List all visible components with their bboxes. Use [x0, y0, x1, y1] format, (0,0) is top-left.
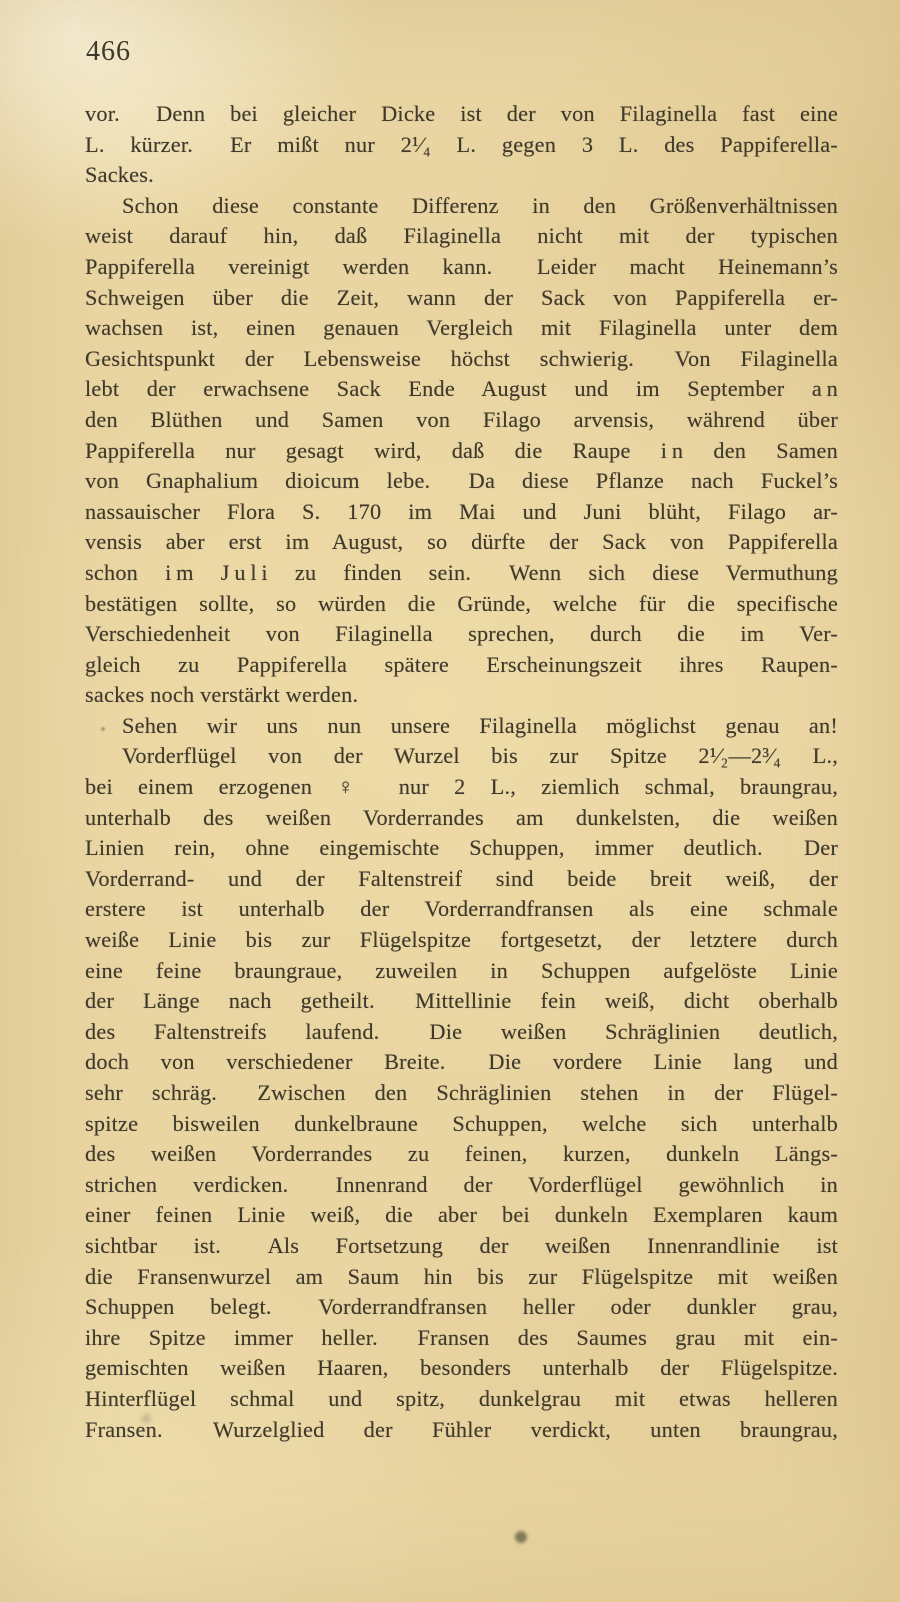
text-line: des Faltenstreifs laufend. Die weißen Schräglinien deutlich,: [85, 1018, 838, 1044]
text-line: den Blüthen und Samen von Filago arvensis, während über: [85, 406, 838, 432]
text-line: weiße Linie bis zur Flügelspitze fortgesetzt, der letztere durch: [85, 927, 838, 953]
text-line: gleich zu Pappiferella spätere Erscheinungszeit ihres Raupen-: [85, 651, 838, 677]
text-line: Fransen. Wurzelglied der Fühler verdickt, unten braungrau,: [85, 1416, 838, 1442]
text-line: vensis aber erst im August, so dürfte der Sack von Pappiferella: [85, 529, 838, 555]
text-line: ihre Spitze immer heller. Fransen des Saumes grau mit ein-: [85, 1324, 838, 1350]
text-line: von Gnaphalium dioicum lebe. Da diese Pflanze nach Fuckel’s: [85, 468, 838, 494]
paragraph: [85, 741, 838, 1445]
text-line: eine feine braungraue, zuweilen in Schuppen aufgelöste Linie: [85, 957, 838, 983]
text-line: des weißen Vorderrandes zu feinen, kurzen, dunkeln Längs-: [85, 1141, 838, 1167]
ink-spot: [515, 1531, 527, 1543]
text-line: der Länge nach getheilt. Mittellinie fein weiß, dicht oberhalb: [85, 988, 838, 1014]
text-line: Pappiferella nur gesagt wird, daß die Raupe i n den Samen: [85, 437, 838, 463]
small-speck: [101, 727, 105, 731]
text-line: nassauischer Flora S. 170 im Mai und Juni blüht, Filago ar-: [85, 498, 838, 524]
text-line: wachsen ist, einen genauen Vergleich mit Filaginella unter dem: [85, 315, 838, 341]
text-line: erstere ist unterhalb der Vorderrandfransen als eine schmale: [85, 896, 838, 922]
text-line: Pappiferella vereinigt werden kann. Leider macht Heinemann’s: [85, 253, 838, 279]
text-line: Hinterflügel schmal und spitz, dunkelgrau mit etwas helleren: [85, 1385, 838, 1411]
text-line: sehr schräg. Zwischen den Schräglinien stehen in der Flügel-: [85, 1080, 838, 1105]
text-line: gemischten weißen Haaren, besonders unterhalb der Flügelspitze.: [85, 1355, 838, 1381]
text-line: Gesichtspunkt der Lebensweise höchst schwierig. Von Filaginella: [85, 345, 838, 371]
text-line: sackes noch verstärkt werden.: [85, 682, 359, 708]
text-line: schon i m J u l i zu finden sein. Wenn sich diese Vermuthung: [85, 559, 838, 585]
paragraph: [85, 191, 838, 711]
text-line: einer feinen Linie weiß, die aber bei dunkeln Exemplaren kaum: [85, 1202, 838, 1228]
text-line: die Fransenwurzel am Saum hin bis zur Flügelspitze mit weißen: [85, 1263, 838, 1289]
text-line: strichen verdicken. Innenrand der Vorderflügel gewöhnlich in: [85, 1171, 838, 1197]
text-line: Verschiedenheit von Filaginella sprechen, durch die im Ver-: [85, 621, 838, 647]
text-line: doch von verschiedener Breite. Die vordere Linie lang und: [85, 1049, 838, 1075]
text-line: Linien rein, ohne eingemischte Schuppen, immer deutlich. Der: [85, 835, 838, 861]
text-line: unterhalb des weißen Vorderrandes am dunkelsten, die weißen: [85, 804, 838, 830]
text-line: Sackes.: [85, 162, 154, 188]
text-line: lebt der erwachsene Sack Ende August und im September a n: [85, 376, 838, 402]
text-line: Sehen wir uns nun unsere Filaginella möglichst genau an!: [122, 712, 838, 738]
text-line: Vorderflügel von der Wurzel bis zur Spitze 2¹⁄₂—2³⁄₄ L.,: [122, 743, 838, 769]
text-line: vor. Denn bei gleicher Dicke ist der von Filaginella fast eine: [85, 101, 838, 126]
paragraph: [85, 99, 838, 191]
text-line: Schuppen belegt. Vorderrandfransen heller oder dunkler grau,: [85, 1294, 838, 1320]
text-line: bei einem erzogenen ♀ nur 2 L., ziemlich schmal, braungrau,: [85, 774, 838, 800]
text-line: weist darauf hin, daß Filaginella nicht mit der typischen: [85, 223, 838, 249]
text-column: [85, 99, 838, 1445]
page-number: 466: [86, 36, 131, 67]
text-line: Vorderrand- und der Faltenstreif sind beide breit weiß, der: [85, 865, 838, 891]
text-line: Schweigen über die Zeit, wann der Sack von Pappiferella er-: [85, 284, 838, 310]
text-line: bestätigen sollte, so würden die Gründe, welche für die specifische: [85, 590, 838, 616]
text-line: Schon diese constante Differenz in den Größenverhältnissen: [122, 192, 838, 218]
faint-smudge: [142, 1414, 151, 1423]
text-line: spitze bisweilen dunkelbraune Schuppen, welche sich unterhalb: [85, 1110, 838, 1136]
text-line: sichtbar ist. Als Fortsetzung der weißen Innenrandlinie ist: [85, 1232, 838, 1258]
text-line: L. kürzer. Er mißt nur 2¹⁄₄ L. gegen 3 L. des Pappiferella-: [85, 131, 838, 157]
paragraph: [85, 711, 838, 742]
